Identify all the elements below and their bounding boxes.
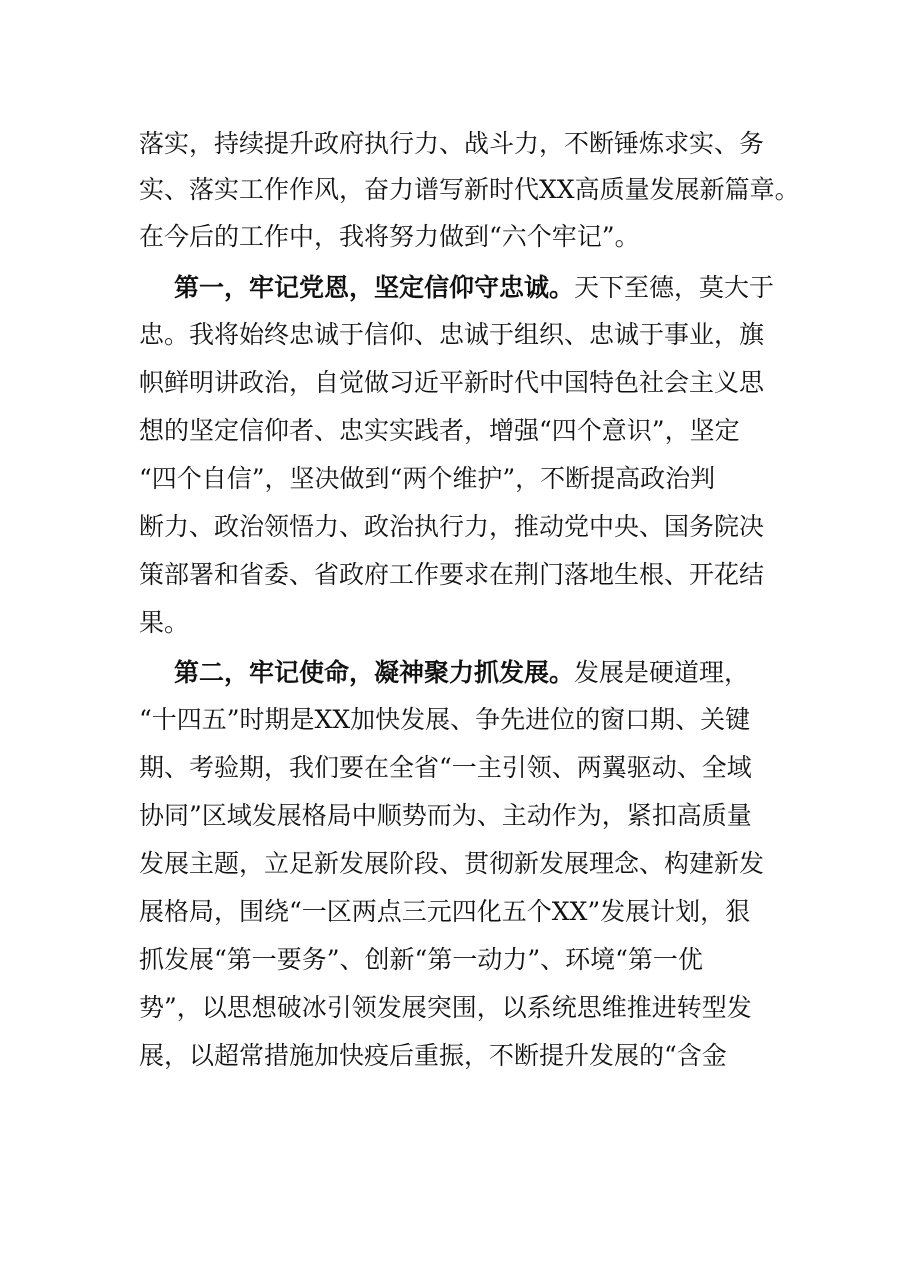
text-line bbox=[0, 360, 909, 406]
text-line bbox=[0, 312, 909, 358]
text-line bbox=[0, 504, 909, 550]
line-text: 落实，持续提升政府执行力、战斗力，不断锤炼求实、务 bbox=[139, 129, 765, 158]
text-line bbox=[0, 697, 909, 743]
text-line bbox=[0, 1033, 909, 1079]
line-text: 势”，以思想破冰引领发展突围，以系统思维推进转型发 bbox=[139, 993, 752, 1022]
line-text: 帜鲜明讲政治，自觉做习近平新时代中国特色社会主义思 bbox=[139, 368, 765, 397]
line-text: 发展主题，立足新发展阶段、贯彻新发展理念、构建新发 bbox=[139, 849, 765, 878]
line-text: 期、考验期，我们要在全省“一主引领、两翼驱动、全域 bbox=[139, 753, 752, 782]
line-text: 抓发展“第一要务”、创新“第一动力”、环境“第一优 bbox=[139, 945, 703, 974]
line-text: 果。 bbox=[139, 608, 190, 637]
line-text: “十四五”时期是XX加快发展、争先进位的窗口期、关键 bbox=[139, 705, 751, 734]
line-text: 想的坚定信仰者、忠实实践者，增强“四个意识”，坚定 bbox=[139, 416, 740, 445]
text-line bbox=[0, 600, 909, 646]
line-text: 展，以超常措施加快疫后重振，不断提升发展的“含金 bbox=[139, 1041, 727, 1070]
text-line bbox=[0, 841, 909, 887]
paragraph-heading: 第二，牢记使命，凝神聚力抓发展。 bbox=[174, 658, 575, 687]
text-line bbox=[0, 214, 909, 260]
line-text: 忠。我将始终忠诚于信仰、忠诚于组织、忠诚于事业，旗 bbox=[139, 320, 765, 349]
paragraph-heading-line bbox=[0, 650, 909, 696]
text-line bbox=[0, 121, 909, 167]
text-line bbox=[0, 889, 909, 935]
line-text: 在今后的工作中，我将努力做到“六个牢记”。 bbox=[139, 222, 640, 251]
line-text: 天下至德，莫大于 bbox=[574, 273, 775, 302]
text-line bbox=[0, 985, 909, 1031]
text-line bbox=[0, 793, 909, 839]
text-line bbox=[0, 167, 909, 213]
line-text: 实、落实工作作风，奋力谱写新时代XX高质量发展新篇章。 bbox=[139, 175, 800, 204]
paragraph-heading-line bbox=[0, 265, 909, 311]
line-text: 策部署和省委、省政府工作要求在荆门落地生根、开花结 bbox=[139, 560, 765, 589]
line-text: “四个自信”，坚决做到“两个维护”，不断提高政治判 bbox=[139, 464, 716, 493]
text-line bbox=[0, 552, 909, 598]
line-text: 协同”区域发展格局中顺势而为、主动作为，紧扣高质量 bbox=[139, 801, 752, 830]
text-line bbox=[0, 937, 909, 983]
paragraph-heading: 第一，牢记党恩，坚定信仰守忠诚。 bbox=[174, 273, 575, 302]
line-text: 展格局，围绕“一区两点三元四化五个XX”发展计划，狠 bbox=[139, 897, 751, 926]
text-line bbox=[0, 408, 909, 454]
text-line bbox=[0, 456, 909, 502]
text-line bbox=[0, 745, 909, 791]
line-text: 发展是硬道理， bbox=[574, 658, 750, 687]
line-text: 断力、政治领悟力、政治执行力，推动党中央、国务院决 bbox=[139, 512, 765, 541]
